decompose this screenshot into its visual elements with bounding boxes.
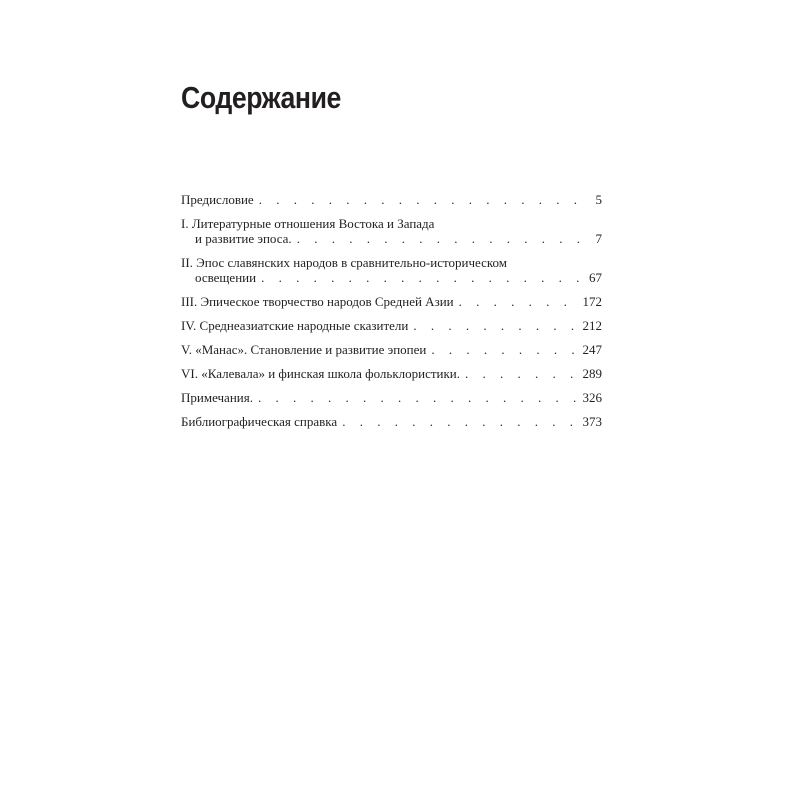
toc-entry-title: Примечания. xyxy=(181,390,253,405)
dot-leader xyxy=(259,192,591,207)
toc-entry-title: II. Эпос славянских народов в сравнительно-историческом xyxy=(181,255,507,270)
toc-entry xyxy=(181,294,602,309)
page-title: Содержание xyxy=(181,80,341,115)
dot-leader xyxy=(258,390,578,405)
toc-entry-title-continued: и развитие эпоса. xyxy=(195,231,292,246)
toc-page-number: 212 xyxy=(582,318,602,333)
dot-leader xyxy=(413,318,577,333)
dot-leader xyxy=(459,294,578,309)
toc-entry-title: I. Литературные отношения Востока и Запада xyxy=(181,216,435,231)
toc-entry xyxy=(181,255,602,285)
toc-page-number: 5 xyxy=(595,192,602,207)
toc-entry xyxy=(181,318,602,333)
toc-entry xyxy=(181,342,602,357)
toc-page-number: 289 xyxy=(582,366,602,381)
toc-page-number: 172 xyxy=(582,294,602,309)
toc-entry xyxy=(181,216,602,246)
toc-page-number: 373 xyxy=(582,414,602,429)
toc-page-number: 7 xyxy=(595,231,602,246)
dot-leader xyxy=(261,270,584,285)
toc-entry-title: V. «Манас». Становление и развитие эпопеи xyxy=(181,342,427,357)
toc-entry xyxy=(181,366,602,381)
toc-entry xyxy=(181,390,602,405)
toc-page-number: 247 xyxy=(582,342,602,357)
toc-entry-title: Библиографическая справка xyxy=(181,414,338,429)
toc-entry-title-continued: освещении xyxy=(195,270,257,285)
table-of-contents xyxy=(181,192,602,438)
toc-page-number: 67 xyxy=(589,270,602,285)
toc-page-number: 326 xyxy=(582,390,602,405)
toc-entry-title: VI. «Калевала» и финская школа фольклористики. xyxy=(181,366,461,381)
toc-entry-title: III. Эпическое творчество народов Средней Азии xyxy=(181,294,454,309)
toc-entry-title: IV. Среднеазиатские народные сказители xyxy=(181,318,409,333)
dot-leader xyxy=(297,231,591,246)
toc-entry xyxy=(181,414,602,429)
toc-entry-title: Предисловие xyxy=(181,192,254,207)
dot-leader xyxy=(431,342,577,357)
dot-leader xyxy=(465,366,577,381)
toc-entry xyxy=(181,192,602,207)
dot-leader xyxy=(342,414,577,429)
